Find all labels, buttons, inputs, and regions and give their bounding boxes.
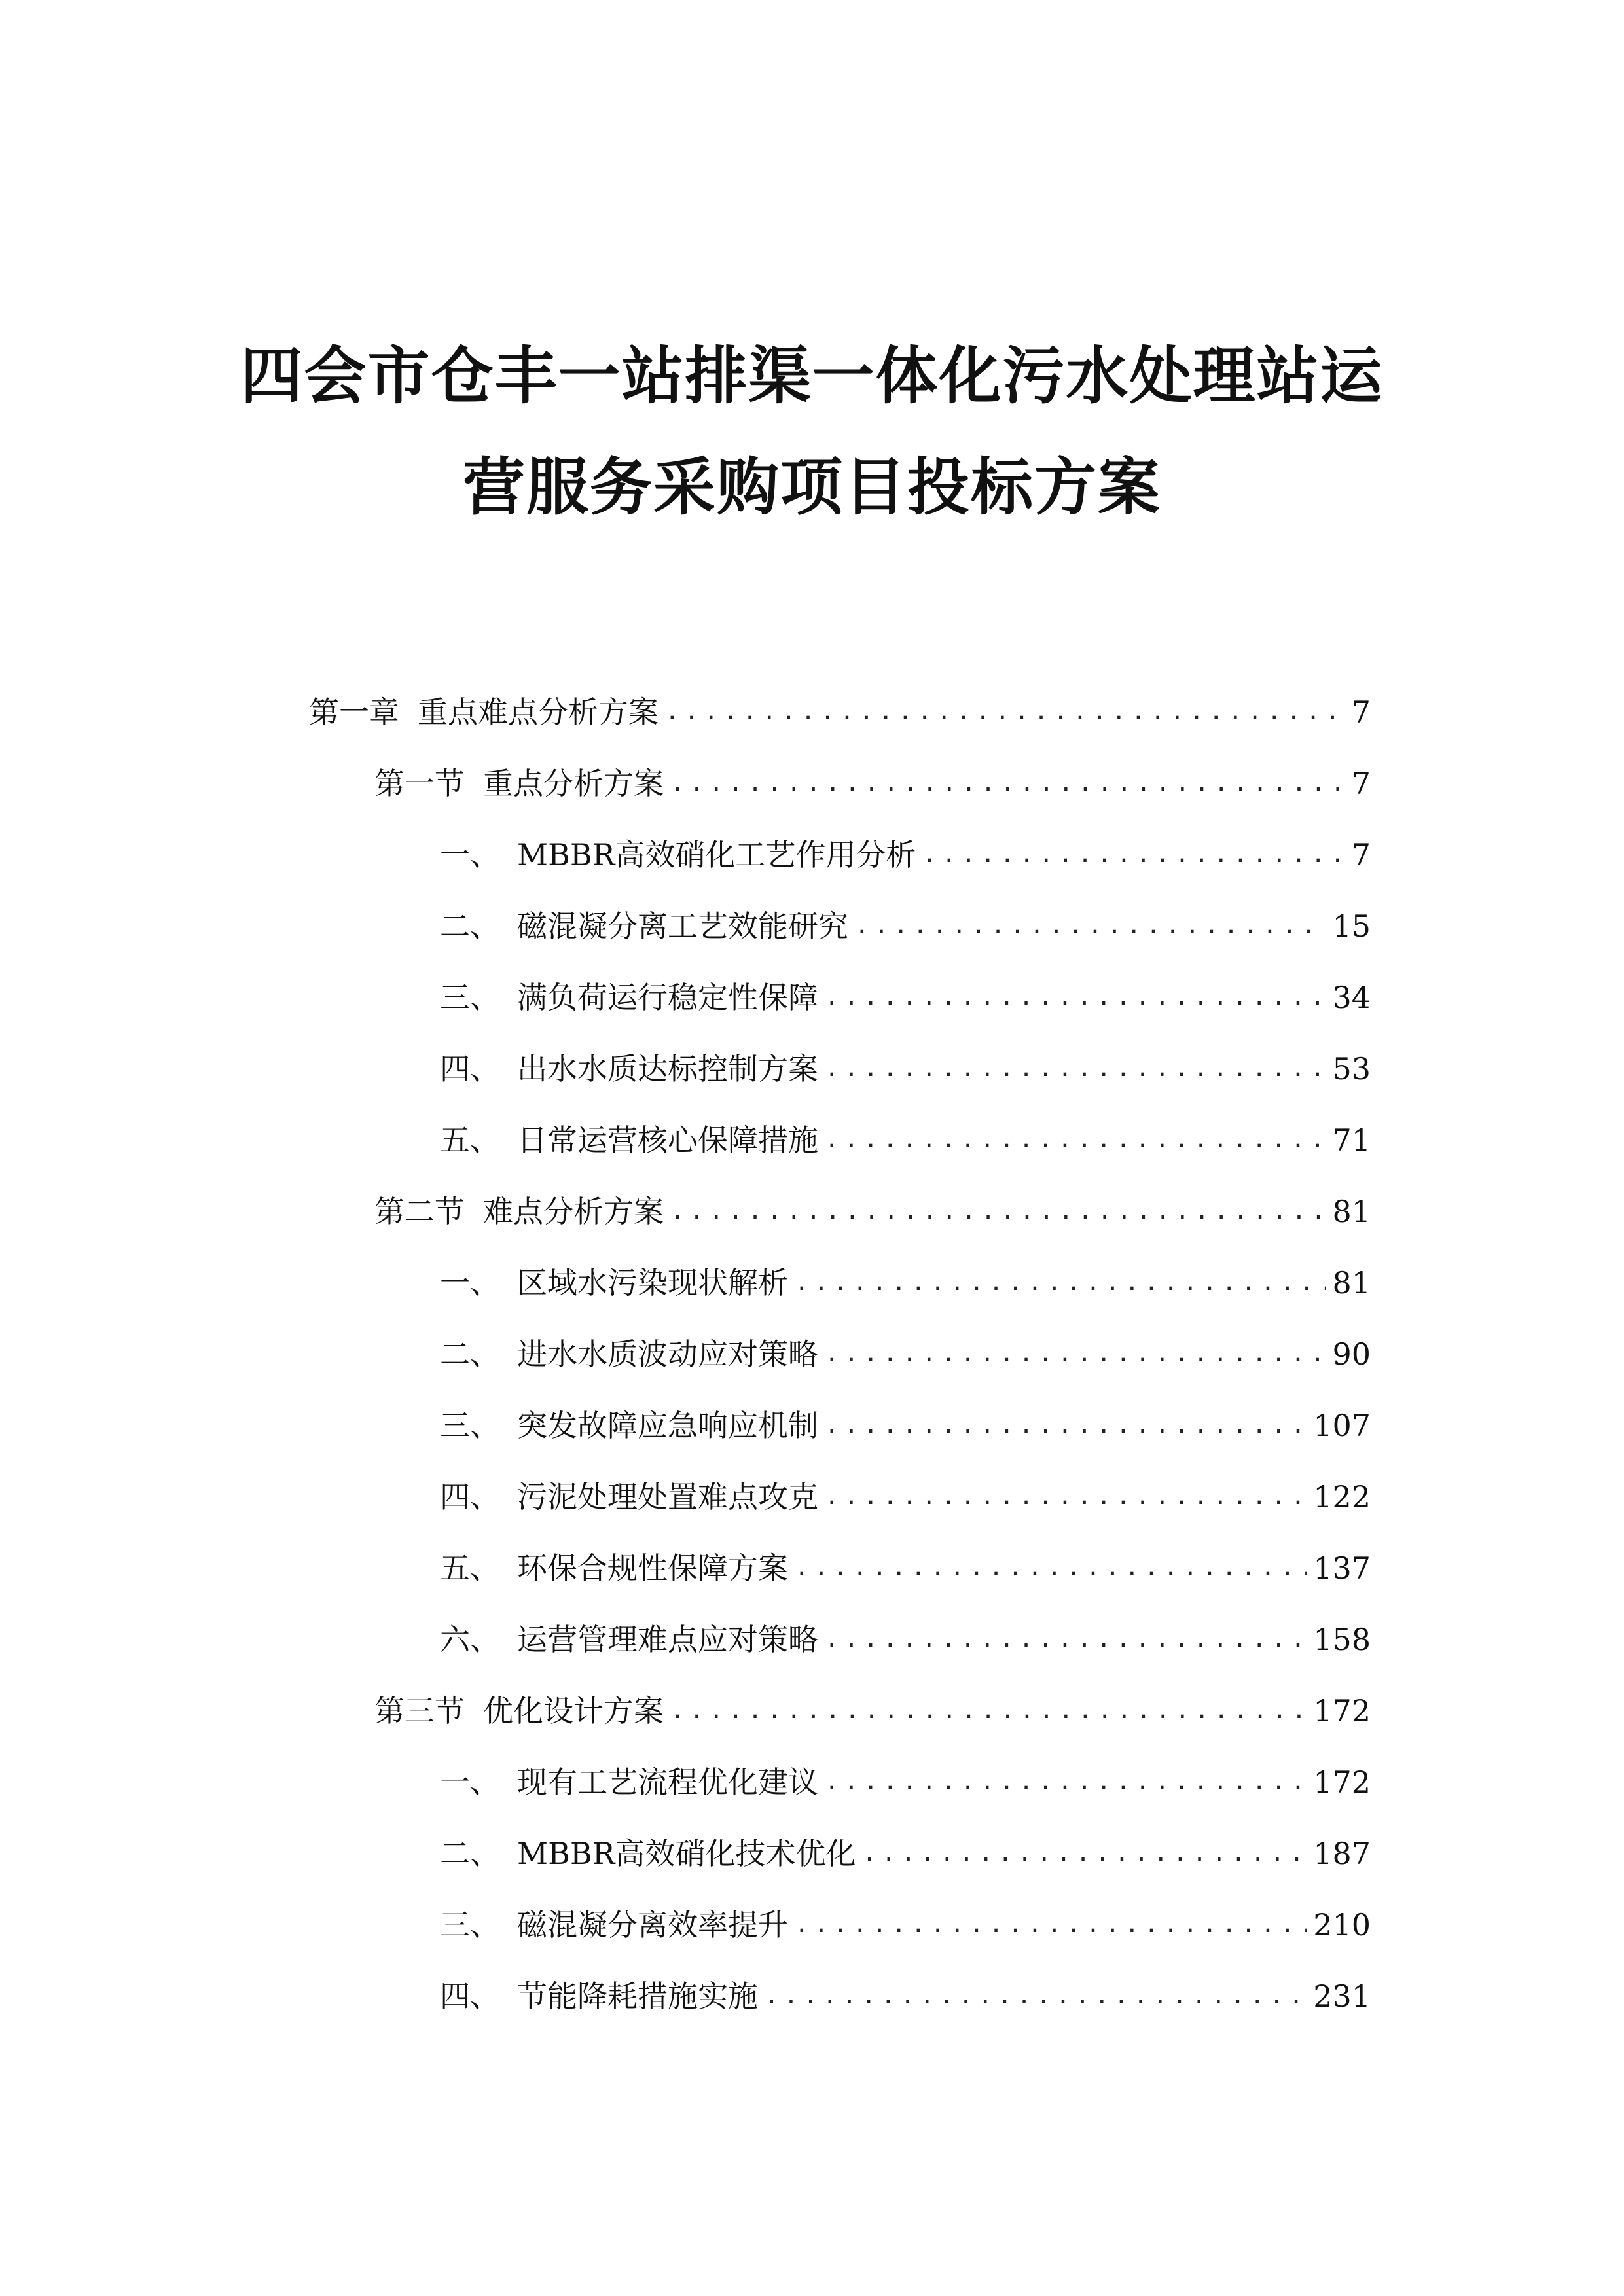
toc-prefix: 第二节	[374, 1194, 465, 1229]
dot-leader	[825, 1477, 1307, 1516]
toc-title: 区域水污染现状解析	[517, 1265, 788, 1300]
toc-item[interactable]	[440, 1970, 1371, 2016]
dot-leader	[665, 692, 1345, 732]
toc-prefix: 四、	[440, 1479, 500, 1515]
toc-page-number: 81	[1332, 1265, 1371, 1300]
toc-prefix: 第三节	[374, 1693, 465, 1729]
toc-prefix: 四、	[440, 1979, 500, 2014]
toc-page-number: 137	[1313, 1551, 1371, 1586]
toc-page-number: 71	[1332, 1122, 1371, 1158]
document-title-line-2: 营服务采购项目投标方案	[462, 452, 1161, 524]
toc-title: 突发故障应急响应机制	[517, 1408, 818, 1443]
toc-item[interactable]	[440, 829, 1371, 874]
toc-page-number: 172	[1313, 1765, 1371, 1800]
dot-leader	[825, 1406, 1307, 1445]
toc-title: 进水水质波动应对策略	[517, 1336, 818, 1372]
toc-item[interactable]	[440, 1471, 1371, 1516]
toc-item[interactable]	[440, 1613, 1371, 1659]
toc-section-1-1[interactable]	[374, 757, 1371, 803]
toc-page-number: 90	[1332, 1336, 1371, 1372]
dot-leader	[825, 1335, 1326, 1374]
dot-leader	[670, 764, 1345, 803]
toc-prefix: 一、	[440, 1765, 500, 1800]
toc-item[interactable]	[440, 1043, 1371, 1088]
dot-leader	[795, 1263, 1326, 1302]
toc-item[interactable]	[440, 1114, 1371, 1160]
toc-page-number: 231	[1313, 1979, 1371, 2014]
toc-title: 节能降耗措施实施	[517, 1979, 758, 2014]
toc-title: 重点分析方案	[483, 766, 664, 801]
toc-page-number: 7	[1351, 766, 1371, 801]
toc-prefix: 二、	[440, 1836, 500, 1871]
toc-page-number: 172	[1313, 1693, 1371, 1729]
toc-prefix: 五、	[440, 1551, 500, 1586]
document-title-line-1: 四会市仓丰一站排渠一体化污水处理站运	[240, 340, 1384, 412]
toc-item[interactable]	[440, 1899, 1371, 1945]
toc-chapter-1[interactable]	[309, 686, 1371, 732]
toc-prefix: 五、	[440, 1122, 500, 1158]
toc-title: 重点难点分析方案	[418, 694, 659, 730]
toc-prefix: 三、	[440, 1907, 500, 1943]
toc-prefix: 四、	[440, 1051, 500, 1086]
toc-page-number: 7	[1351, 837, 1371, 872]
toc-prefix: 一、	[440, 1265, 500, 1300]
toc-prefix: 三、	[440, 980, 500, 1015]
toc-page-number: 81	[1332, 1194, 1371, 1229]
toc-title: MBBR高效硝化技术优化	[517, 1836, 856, 1871]
toc-page-number: 7	[1351, 694, 1371, 730]
toc-title: 磁混凝分离工艺效能研究	[517, 908, 848, 944]
toc-item[interactable]	[440, 971, 1371, 1017]
dot-leader	[795, 1549, 1307, 1588]
toc-prefix: 三、	[440, 1408, 500, 1443]
toc-page-number: 53	[1332, 1051, 1371, 1086]
toc-title: 优化设计方案	[483, 1693, 664, 1729]
toc-prefix: 二、	[440, 1336, 500, 1372]
toc-item[interactable]	[440, 1756, 1371, 1802]
toc-prefix: 第一章	[309, 694, 399, 730]
dot-leader	[825, 1049, 1326, 1088]
toc-section-1-2[interactable]	[374, 1185, 1371, 1231]
toc-title: 满负荷运行稳定性保障	[517, 980, 818, 1015]
toc-title: 日常运营核心保障措施	[517, 1122, 818, 1158]
toc-page-number: 15	[1332, 908, 1371, 944]
dot-leader	[670, 1691, 1307, 1731]
dot-leader	[825, 978, 1326, 1017]
toc-title: MBBR高效硝化工艺作用分析	[517, 837, 916, 872]
toc-prefix: 六、	[440, 1622, 500, 1657]
toc-page-number: 122	[1313, 1479, 1371, 1515]
toc-title: 出水水质达标控制方案	[517, 1051, 818, 1086]
dot-leader	[855, 906, 1326, 946]
toc-item[interactable]	[440, 1328, 1371, 1374]
toc-item[interactable]	[440, 1399, 1371, 1445]
toc-page-number: 107	[1313, 1408, 1371, 1443]
toc-title: 运营管理难点应对策略	[517, 1622, 818, 1657]
toc-page-number: 187	[1313, 1836, 1371, 1871]
dot-leader	[765, 1977, 1307, 2016]
toc-title: 磁混凝分离效率提升	[517, 1907, 788, 1943]
toc-title: 污泥处理处置难点攻克	[517, 1479, 818, 1515]
dot-leader	[862, 1834, 1307, 1873]
toc-prefix: 二、	[440, 908, 500, 944]
toc-item[interactable]	[440, 1257, 1371, 1302]
toc-prefix: 第一节	[374, 766, 465, 801]
dot-leader	[825, 1763, 1307, 1802]
toc-page-number: 210	[1313, 1907, 1371, 1943]
toc-title: 现有工艺流程优化建议	[517, 1765, 818, 1800]
dot-leader	[825, 1121, 1326, 1160]
dot-leader	[825, 1620, 1307, 1659]
toc-title: 难点分析方案	[483, 1194, 664, 1229]
toc-item[interactable]	[440, 1827, 1371, 1873]
dot-leader	[795, 1905, 1307, 1945]
toc-prefix: 一、	[440, 837, 500, 872]
toc-title: 环保合规性保障方案	[517, 1551, 788, 1586]
toc-item[interactable]	[440, 1542, 1371, 1588]
toc-section-1-3[interactable]	[374, 1685, 1371, 1731]
dot-leader	[670, 1192, 1326, 1231]
toc-item[interactable]	[440, 900, 1371, 946]
dot-leader	[922, 835, 1344, 874]
toc-page-number: 158	[1313, 1622, 1371, 1657]
toc-page-number: 34	[1332, 980, 1371, 1015]
